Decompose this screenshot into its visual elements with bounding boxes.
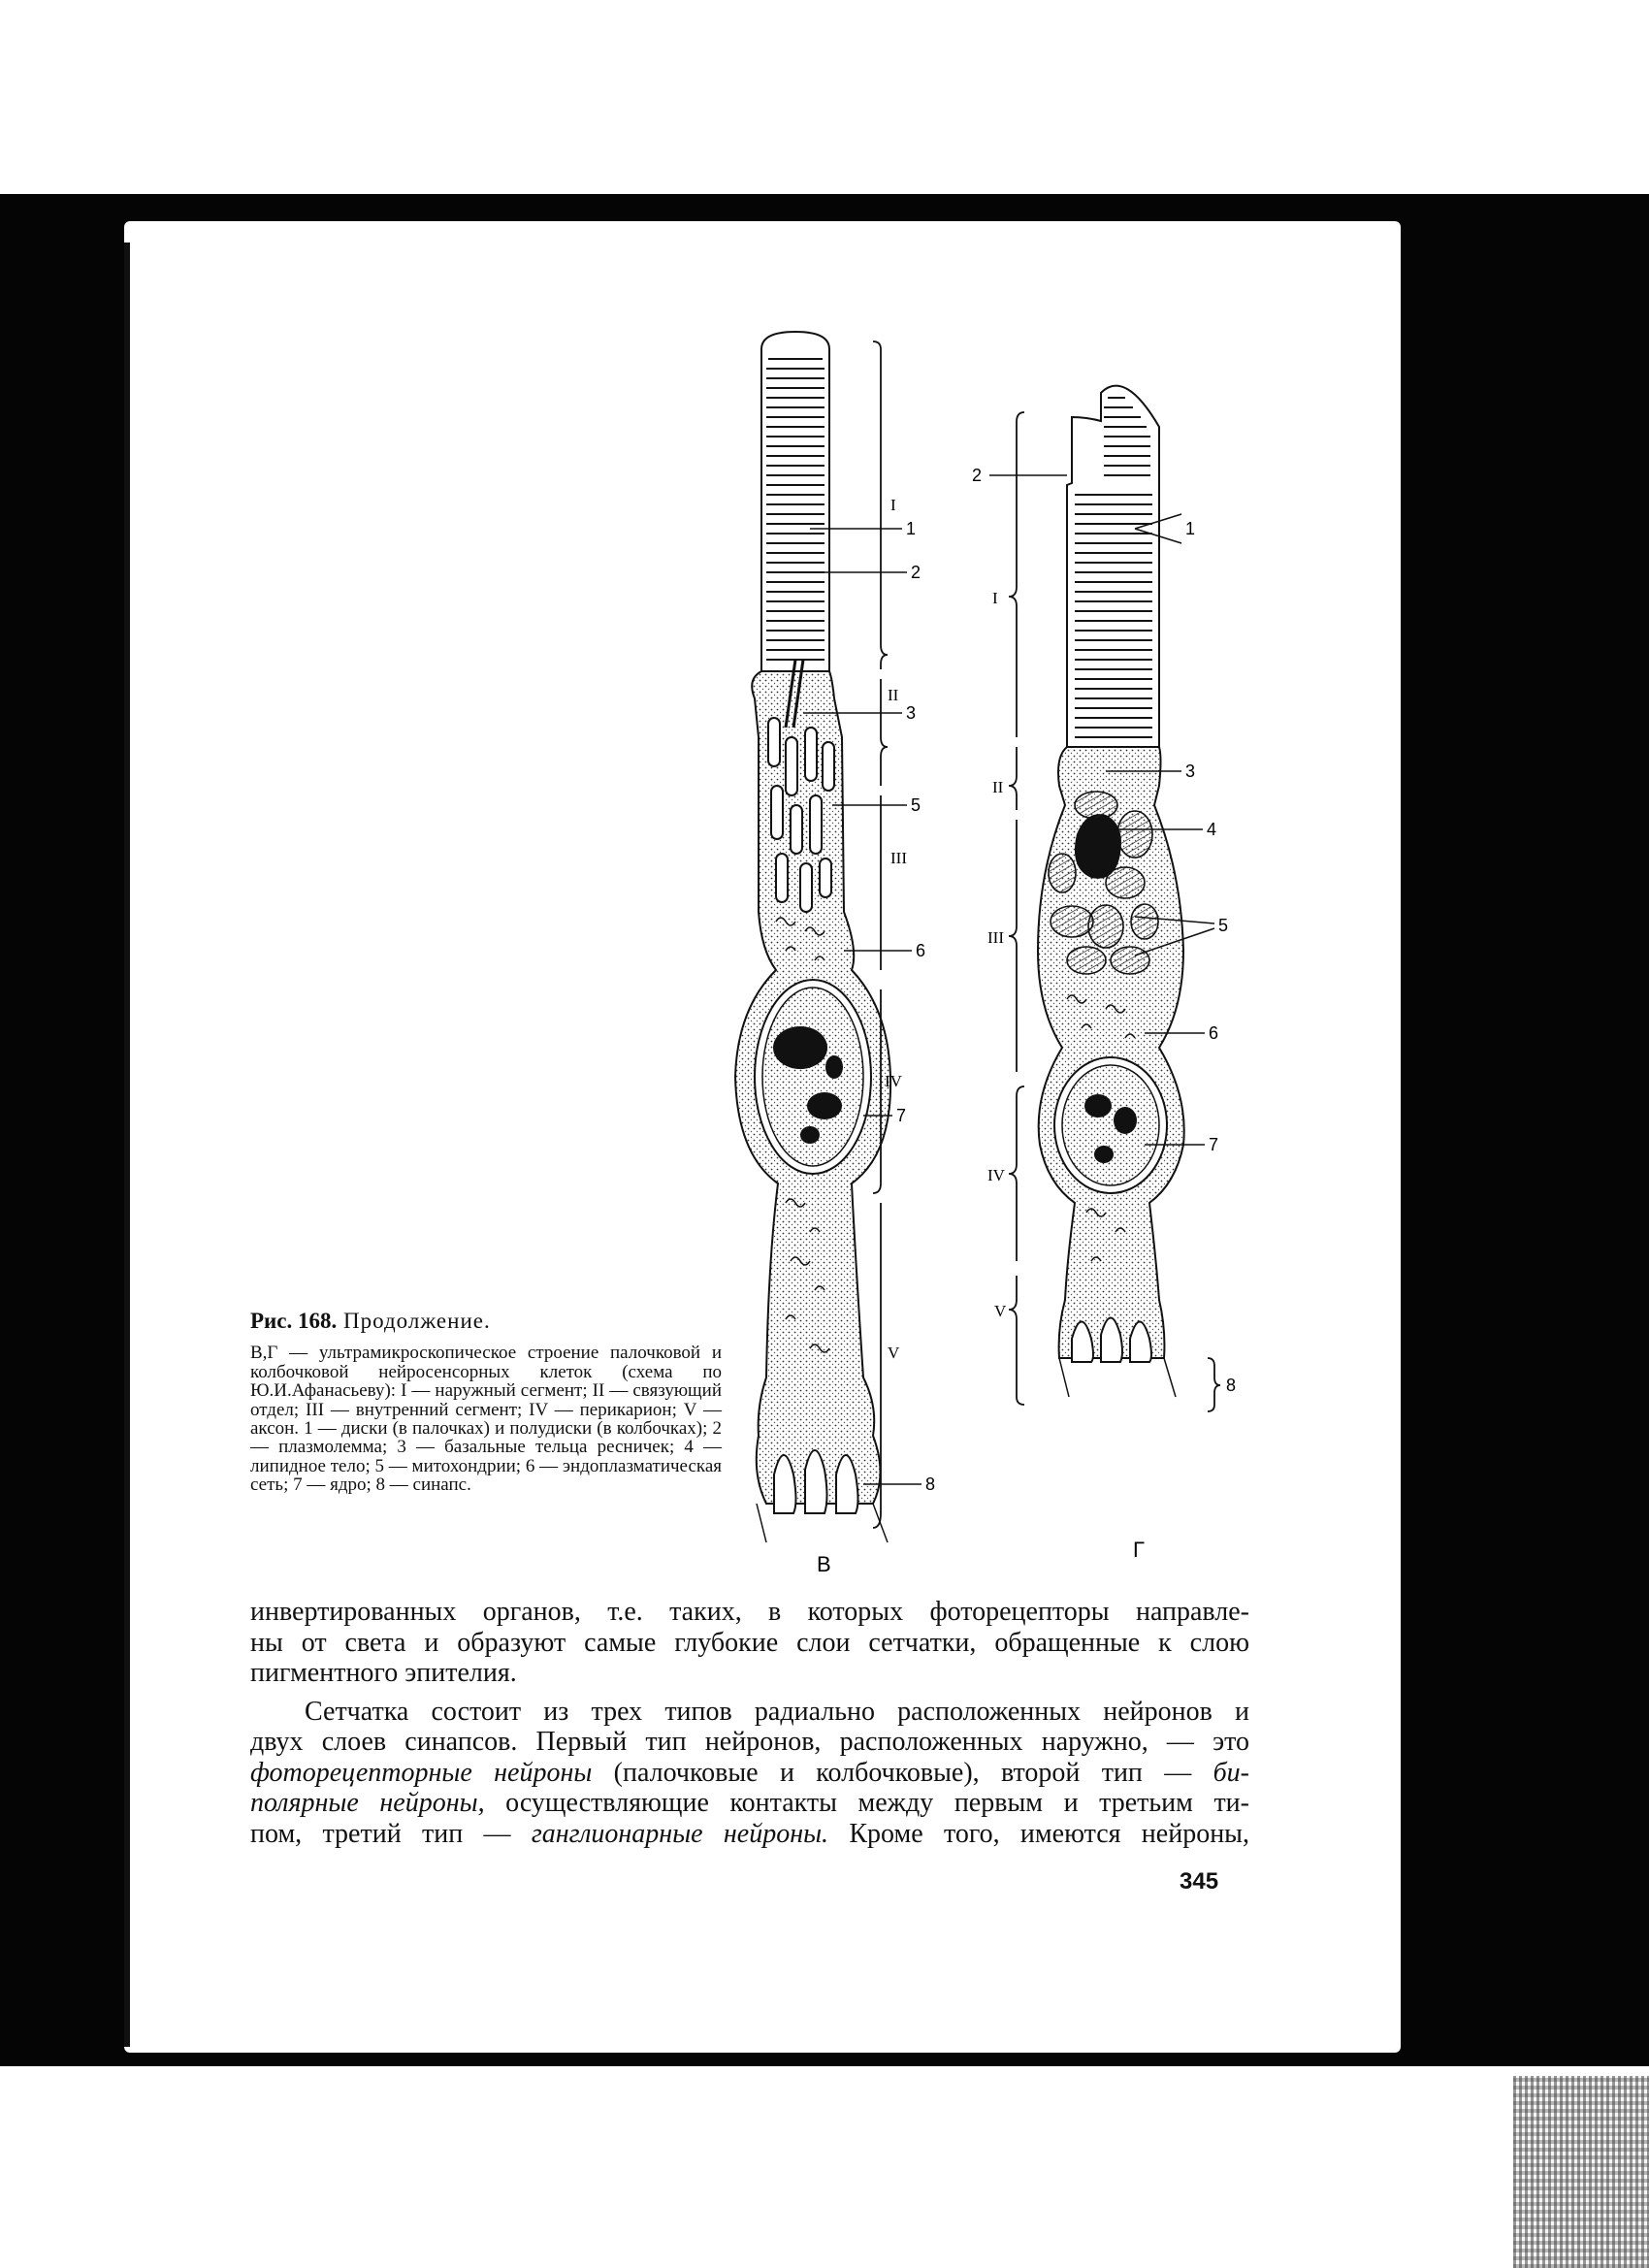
cone-segment-label: I (992, 589, 998, 607)
cone-part-label: 7 (1209, 1135, 1219, 1154)
text-line (250, 1819, 1249, 1850)
text-fragment: Кроме того, имеются нейроны, (828, 1818, 1249, 1849)
cone-part-label: 2 (972, 466, 983, 485)
term-ganglion-neurons: ганглионарные нейроны. (531, 1818, 829, 1849)
cone-part-label: 1 (1185, 519, 1196, 538)
text-fragment: пом, третий тип — (250, 1818, 532, 1849)
text-fragment: (палочковые и колбочковые), второй тип — (592, 1757, 1213, 1788)
cone-segment-label: II (992, 778, 1004, 796)
figure-168-illustration (718, 330, 1319, 1591)
text-fragment: осуществляющие контакты между первым и третьим ти- (484, 1788, 1249, 1818)
text-line (250, 1758, 1249, 1789)
page-number: 345 (1180, 1868, 1219, 1895)
caption-title (250, 1309, 722, 1333)
cone-segment-label: V (994, 1302, 1007, 1320)
cone-part-label: 4 (1207, 820, 1217, 839)
body-text (250, 1597, 1249, 1849)
cone-segment-label: III (987, 928, 1004, 947)
cone-part-label: 3 (1185, 761, 1196, 781)
term-bipolar-neurons: полярные нейроны, (250, 1788, 485, 1818)
cone-part-label: 5 (1218, 916, 1229, 935)
rod-part-label: 8 (925, 1474, 936, 1494)
caption-title-prefix: Рис. 168. (250, 1309, 338, 1333)
text-line: двух слоев синапсов. Первый тип нейронов, расположенных наружно, — это (250, 1727, 1249, 1757)
paragraph (250, 1697, 1249, 1850)
rod-segment-label: I (890, 496, 896, 514)
term-bipolar-hyphen: би- (1212, 1757, 1249, 1788)
cone-cell-drawing (972, 386, 1236, 1562)
text-line (250, 1788, 1249, 1819)
rod-part-label: 5 (911, 795, 922, 815)
figure-caption (250, 1309, 722, 1496)
text-line: инвертированных органов, т.е. таких, в которых фоторецепторы направле- (250, 1597, 1249, 1627)
rod-part-label: 2 (911, 563, 922, 582)
paragraph (250, 1597, 1249, 1689)
rod-segment-label: V (888, 1344, 900, 1362)
caption-text: В,Г — ультрамикроскопическое строение палочковой и колбочковой нейросенсорных клеток (схема по Ю.И.Афанасьеву): I — наружный сегмент; II — связующий отдел; III — внутренний сегмент; IV — перикарион; V — аксон. 1 — диски (в палочках) и полудиски (в колбочках); 2 — плазмолемма; 3 — базальные тельца ресничек; 4 — липидное тело; 5 — митохондрии; 6 — эндоплазматическая сеть; 7 — ядро; 8 — синапс. (250, 1343, 722, 1496)
rod-part-label: 3 (906, 703, 917, 723)
rod-part-label: 1 (906, 519, 917, 538)
text-line: ны от света и образуют самые глубокие слои сетчатки, обращенные к слою (250, 1627, 1249, 1658)
cone-segment-label: IV (987, 1166, 1005, 1184)
page-edge-shadow (124, 243, 130, 2047)
rod-segment-label: III (890, 849, 907, 867)
rod-segment-label: II (888, 686, 899, 704)
cone-part-label: 6 (1209, 1023, 1219, 1043)
caption-title-text: Продолжение. (343, 1309, 491, 1333)
rod-segment-label: IV (885, 1072, 902, 1090)
rod-part-label: 7 (896, 1106, 907, 1125)
cone-part-label: 8 (1226, 1376, 1237, 1395)
text-line: пигментного эпителия. (250, 1658, 517, 1688)
panel-label-g: Г (1133, 1538, 1145, 1562)
term-photoreceptor-neurons: фоторецепторные нейроны (250, 1757, 593, 1788)
text-line: Сетчатка состоит из трех типов радиально расположенных нейронов и (305, 1696, 1249, 1727)
rod-cell-drawing (735, 332, 935, 1576)
scan-halftone-artifact (1513, 2076, 1649, 2268)
rod-part-label: 6 (916, 941, 926, 960)
panel-label-v: В (817, 1552, 831, 1576)
